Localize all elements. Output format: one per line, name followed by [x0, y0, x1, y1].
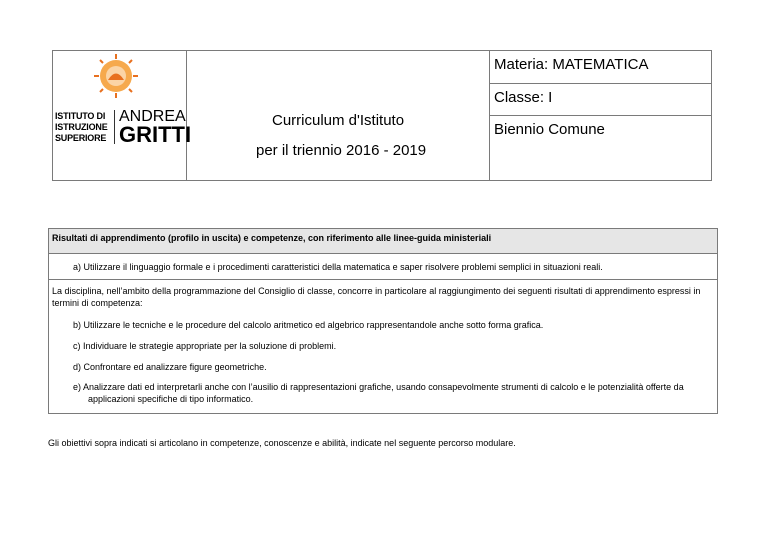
triennio-subtitle: per il triennio 2016 - 2019: [256, 142, 427, 159]
header-divider-1: [186, 50, 187, 181]
logo-line-2: ISTRUZIONE: [55, 122, 108, 132]
result-item-a: a) Utilizzare il linguaggio formale e i procedimenti caratteristici della matematica e saper risolvere problemi semplici in situazioni reali.: [73, 262, 603, 272]
results-title: Risultati di apprendimento (profilo in uscita) e competenze, con riferimento alle linee-guida ministeriali: [52, 233, 492, 243]
logo-line-1: ISTITUTO DI: [55, 111, 106, 121]
result-item-d: d) Confrontare ed analizzare figure geometriche.: [73, 362, 267, 372]
logo-name-last: GRITTI: [119, 122, 192, 147]
header-hline-2: [489, 115, 712, 116]
school-logo: [55, 53, 192, 153]
result-item-e-line1: e) Analizzare dati ed interpretarli anche con l’ausilio di rappresentazioni grafiche, usando consapevolmente strumenti di calcolo e le potenzialità offerte da: [73, 382, 684, 392]
competence-intro: La disciplina, nell’ambito della programmazione del Consiglio di classe, concorre in particolare al raggiungimento dei seguenti risultati di apprendimento espressi in termini di competenza:: [52, 286, 701, 308]
result-item-c: c) Individuare le strategie appropriate per la soluzione di problemi.: [73, 341, 337, 351]
header-hline-1: [489, 83, 712, 84]
sun-emblem-icon: [91, 53, 141, 99]
logo-name-first: ANDREA: [119, 108, 186, 125]
logo-line-3: SUPERIORE: [55, 133, 107, 143]
result-item-b: b) Utilizzare le tecniche e le procedure del calcolo aritmetico ed algebrico rappresentandole anche sotto forma grafica.: [73, 320, 544, 330]
logo-separator: [114, 110, 115, 144]
results-hline-1: [48, 253, 718, 254]
biennio-label: Biennio Comune: [494, 121, 605, 138]
subject-label: Materia: MATEMATICA: [494, 56, 649, 73]
curriculum-title: Curriculum d'Istituto: [272, 112, 405, 129]
footer-note: Gli obiettivi sopra indicati si articolano in competenze, conoscenze e abilità, indicate nel seguente percorso modulare.: [48, 438, 516, 448]
class-label: Classe: I: [494, 89, 553, 106]
results-hline-2: [48, 279, 718, 280]
result-item-e-line2: applicazioni specifiche di tipo informatico.: [88, 394, 254, 404]
